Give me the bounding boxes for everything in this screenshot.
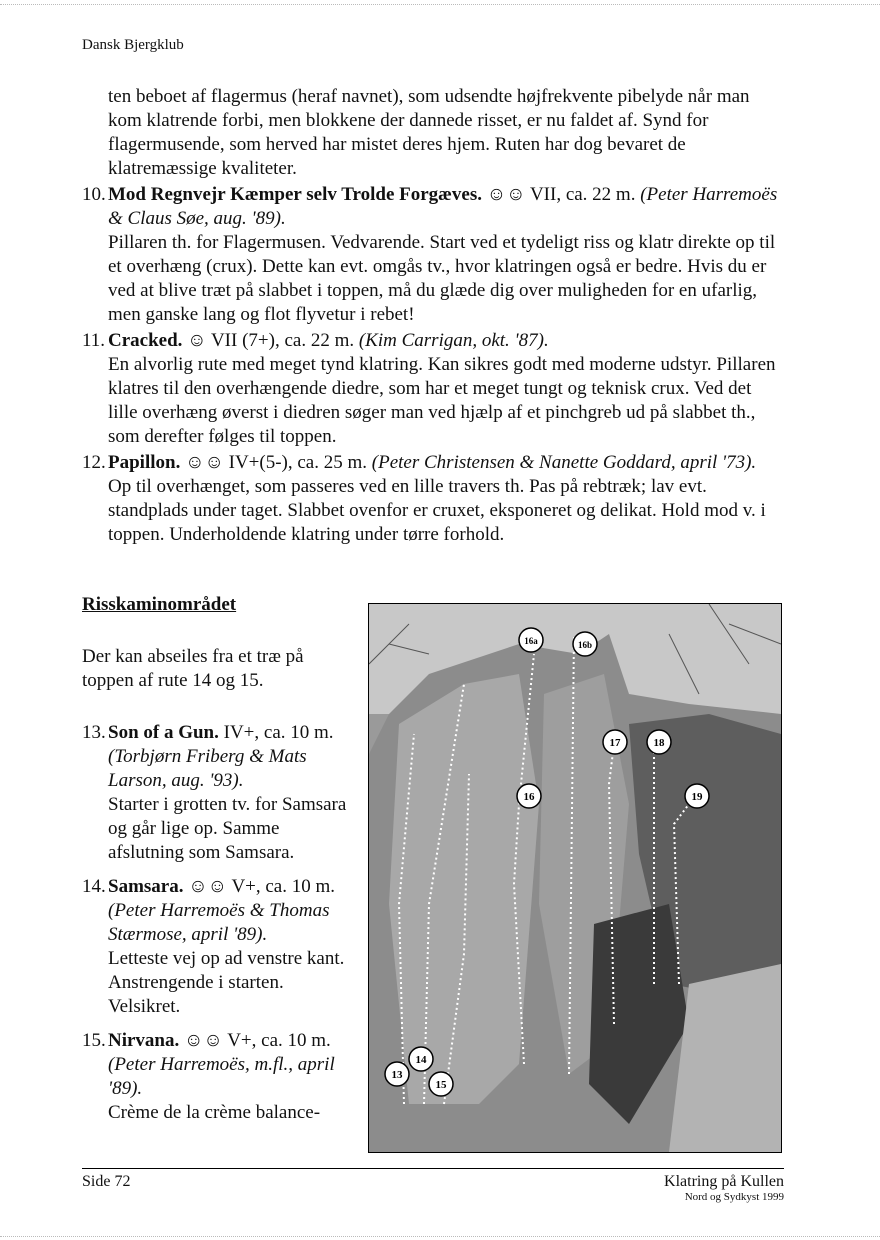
route-entry xyxy=(82,451,782,547)
routes-left-list xyxy=(82,721,357,1125)
route-marker-label: 17 xyxy=(609,737,621,749)
section-title: Risskaminområdet xyxy=(82,594,237,615)
route-description: En alvorlig rute med meget tynd klatring. Kan sikres godt med moderne udstyr. Pillaren klatres til den overhængende diedre, som har et meget tungt og teknisk crux. Ved det lille overhæng øverst i diedren søger man ved hjælp af et pinchgreb ud på slabbet th., som derefter følges til toppen. xyxy=(108,354,776,447)
route-description: Op til overhænget, som passeres ved en lille travers th. Pas på rebtræk; lav evt. standplads under taget. Slabbet ovenfor er cruxet, eksponeret og delikat. Hold mod v. i toppen. Underholdende klatring under tørre forhold. xyxy=(108,476,766,545)
route-title: Son of a Gun. xyxy=(108,722,219,743)
route-marker-14 xyxy=(409,1047,433,1071)
route-entry xyxy=(82,183,782,327)
route-authors: (Peter Harremoës & Claus Søe, aug. '89). xyxy=(108,184,778,229)
book-title: Klatring på Kullen xyxy=(664,1173,784,1190)
route-marker-label: 18 xyxy=(653,737,665,749)
route-authors: (Torbjørn Friberg & Mats Larson, aug. '93). xyxy=(108,746,307,791)
main-text xyxy=(82,85,782,547)
route-number: 10. xyxy=(82,184,106,205)
bottom-border xyxy=(0,1236,880,1237)
footer-book-info xyxy=(664,1173,784,1204)
route-marker-label: 19 xyxy=(691,791,703,803)
route-description: Pillaren th. for Flagermusen. Vedvarende. Start ved et tydeligt riss og klatr direkte op til et overhæng (crux). Dette kan evt. omgås tv., hvor klatringen også er bedre. Hvis du er ved at blive træt på slabbet i toppen, må du glæde dig over muligheden for en ufarlig, men ganske lang og flot flyvetur i rebet! xyxy=(108,232,776,325)
route-entry xyxy=(82,1029,357,1125)
route-marker-label: 16a xyxy=(524,636,538,646)
route-authors: (Peter Harremoës, m.fl., april '89). xyxy=(108,1054,335,1099)
crag-photo-drawing xyxy=(369,604,781,1152)
route-marker-label: 14 xyxy=(415,1054,427,1066)
route-marker-16a xyxy=(519,628,543,652)
left-column xyxy=(82,593,357,1135)
route-grade: ☺☺ V+, ca. 10 m. xyxy=(183,876,336,897)
route-entry xyxy=(82,329,782,449)
route-title: Papillon. xyxy=(108,452,181,473)
route-marker-16b xyxy=(573,632,597,656)
route-marker-label: 13 xyxy=(391,1069,403,1081)
footer-rule xyxy=(82,1168,784,1169)
route-authors: (Peter Christensen & Nanette Goddard, april '73). xyxy=(371,452,757,473)
route-title: Cracked. xyxy=(108,330,183,351)
route-grade: IV+, ca. 10 m. xyxy=(218,722,334,743)
route-marker-13 xyxy=(385,1062,409,1086)
crag-photo xyxy=(368,603,782,1153)
route-grade: ☺☺ V+, ca. 10 m. xyxy=(179,1030,331,1051)
route-marker-18 xyxy=(647,730,671,754)
routes-top-list xyxy=(82,183,782,547)
route-grade: ☺ VII (7+), ca. 22 m. xyxy=(182,330,359,351)
route-title: Nirvana. xyxy=(108,1030,180,1051)
route-description: Letteste vej op ad venstre kant. Anstrengende i starten. Velsikret. xyxy=(108,948,345,1017)
intro-paragraph: ten beboet af flagermus (heraf navnet), som udsendte højfrekvente pibelyde når man kom klatrende forbi, men blokkene der dannede risset, er nu faldet af. Synd for flagermusende, som herved har mistet deres hjem. Ruten har dog bevaret de klatremæssige kvaliteter. xyxy=(108,86,750,179)
route-description: Crème de la crème balance- xyxy=(108,1102,321,1123)
route-marker-label: 16 xyxy=(523,791,535,803)
route-title: Mod Regnvejr Kæmper selv Trolde Forgæves. xyxy=(108,184,482,205)
route-grade: ☺☺ VII, ca. 22 m. xyxy=(481,184,641,205)
route-number: 12. xyxy=(82,452,106,473)
route-number: 14. xyxy=(82,876,106,897)
route-number: 13. xyxy=(82,722,106,743)
book-subtitle: Nord og Sydkyst 1999 xyxy=(684,1191,784,1203)
route-number: 15. xyxy=(82,1030,106,1051)
route-entry xyxy=(82,721,357,865)
route-marker-15 xyxy=(429,1072,453,1096)
route-marker-19 xyxy=(685,784,709,808)
route-grade: ☺☺ IV+(5-), ca. 25 m. xyxy=(180,452,372,473)
running-header: Dansk Bjergklub xyxy=(82,37,184,53)
route-title: Samsara. xyxy=(108,876,184,897)
route-marker-16 xyxy=(517,784,541,808)
route-authors: (Kim Carrigan, okt. '87). xyxy=(358,330,549,351)
route-description: Starter i grotten tv. for Samsara og går lige op. Samme afslutning som Samsara. xyxy=(108,794,347,863)
route-marker-label: 16b xyxy=(577,640,593,650)
route-marker-label: 15 xyxy=(435,1079,447,1091)
section-intro: Der kan abseiles fra et træ på toppen af rute 14 og 15. xyxy=(82,646,304,691)
page-number: Side 72 xyxy=(82,1173,131,1190)
route-authors: (Peter Harremoës & Thomas Stærmose, april '89). xyxy=(108,900,330,945)
route-entry xyxy=(82,875,357,1019)
route-number: 11. xyxy=(82,330,106,351)
top-border xyxy=(0,4,880,5)
route-marker-17 xyxy=(603,730,627,754)
left-pillar xyxy=(389,674,539,1104)
